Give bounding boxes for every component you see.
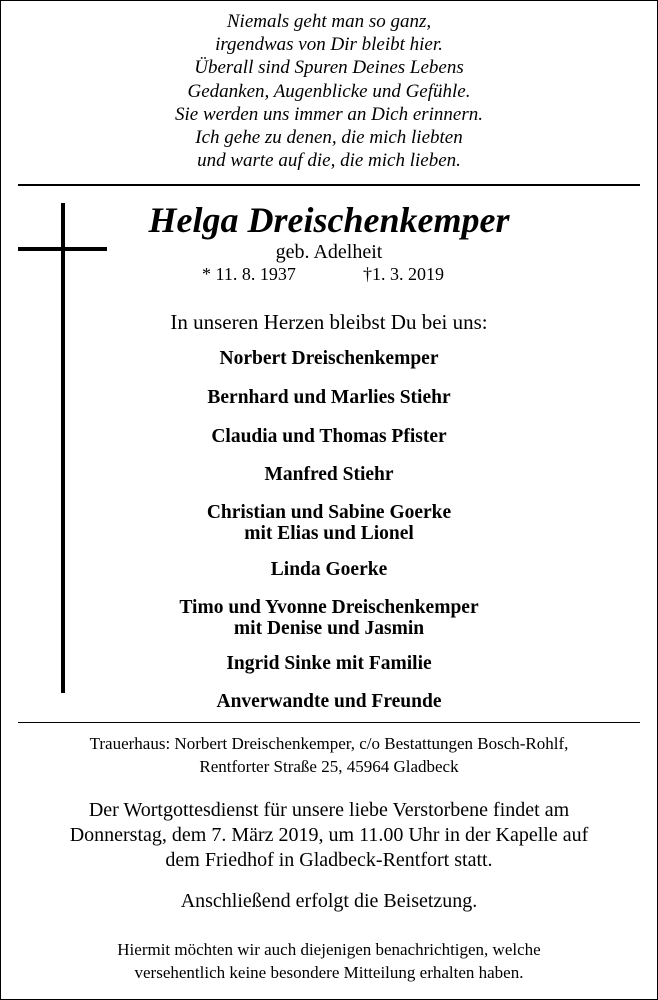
deceased-name: Helga Dreischenkemper bbox=[148, 200, 510, 240]
mourner-line: Bernhard und Marlies Stiehr bbox=[207, 387, 451, 408]
mourner-line: Ingrid Sinke mit Familie bbox=[226, 653, 432, 674]
poem-line: Niemals geht man so ganz, bbox=[226, 11, 432, 32]
poem-line: Überall sind Spuren Deines Lebens bbox=[194, 57, 464, 79]
mourner-entry bbox=[0, 426, 658, 447]
mourner-entry bbox=[0, 559, 658, 580]
birth-date: * 11. 8. 1937 bbox=[202, 264, 296, 284]
service-line: Der Wortgottesdienst für unsere liebe Verstorbene findet am bbox=[88, 799, 570, 821]
mourner-line: Linda Goerke bbox=[270, 559, 388, 580]
mourner-line: Manfred Stiehr bbox=[264, 464, 394, 485]
trauerhaus-address bbox=[0, 732, 658, 778]
notice-line: versehentlich keine besondere Mitteilung erhalten haben. bbox=[134, 963, 524, 982]
mourners-intro: In unseren Herzen bleibst Du bei uns: bbox=[170, 310, 488, 334]
poem-line: irgendwas von Dir bleibt hier. bbox=[215, 34, 443, 56]
divider-middle bbox=[18, 722, 640, 723]
mourner-line: Claudia und Thomas Pfister bbox=[211, 426, 447, 447]
mourner-line: Christian und Sabine Goerke bbox=[206, 502, 452, 523]
mourner-line: mit Elias und Lionel bbox=[244, 523, 414, 544]
mourner-entry bbox=[0, 348, 658, 369]
mourner-entry bbox=[0, 502, 658, 544]
poem-line: und warte auf die, die mich lieben. bbox=[197, 150, 461, 172]
maiden-name: geb. Adelheit bbox=[275, 241, 383, 263]
death-date: †1. 3. 2019 bbox=[363, 264, 444, 284]
mourner-entry bbox=[0, 464, 658, 485]
mourner-line: Norbert Dreischenkemper bbox=[219, 348, 439, 369]
mourner-line: Timo und Yvonne Dreischenkemper bbox=[179, 597, 479, 618]
poem-line: Gedanken, Augenblicke und Gefühle. bbox=[187, 80, 471, 102]
divider-top bbox=[18, 184, 640, 186]
mourner-line: Anverwandte und Freunde bbox=[216, 691, 442, 712]
mourner-entry bbox=[0, 387, 658, 408]
poem-line: Sie werden uns immer an Dich erinnern. bbox=[175, 103, 483, 125]
mourner-entry bbox=[0, 653, 658, 674]
poem-line: Ich gehe zu denen, die mich liebten bbox=[195, 127, 463, 149]
notice-line: Hiermit möchten wir auch diejenigen benachrichtigen, welche bbox=[117, 940, 541, 959]
mourner-line: mit Denise und Jasmin bbox=[233, 618, 425, 639]
service-line: Donnerstag, dem 7. März 2019, um 11.00 Uhr in der Kapelle auf bbox=[69, 824, 589, 846]
mourner-entry bbox=[0, 597, 658, 639]
service-line: dem Friedhof in Gladbeck-Rentfort statt. bbox=[165, 849, 493, 871]
service-info bbox=[0, 798, 658, 873]
notice bbox=[0, 938, 658, 984]
poem bbox=[0, 10, 658, 172]
address-line: Rentforter Straße 25, 45964 Gladbeck bbox=[199, 757, 459, 776]
burial-info: Anschließend erfolgt die Beisetzung. bbox=[180, 890, 478, 912]
address-line: Trauerhaus: Norbert Dreischenkemper, c/o Bestattungen Bosch-Rohlf, bbox=[89, 734, 569, 753]
mourner-entry bbox=[0, 691, 658, 712]
